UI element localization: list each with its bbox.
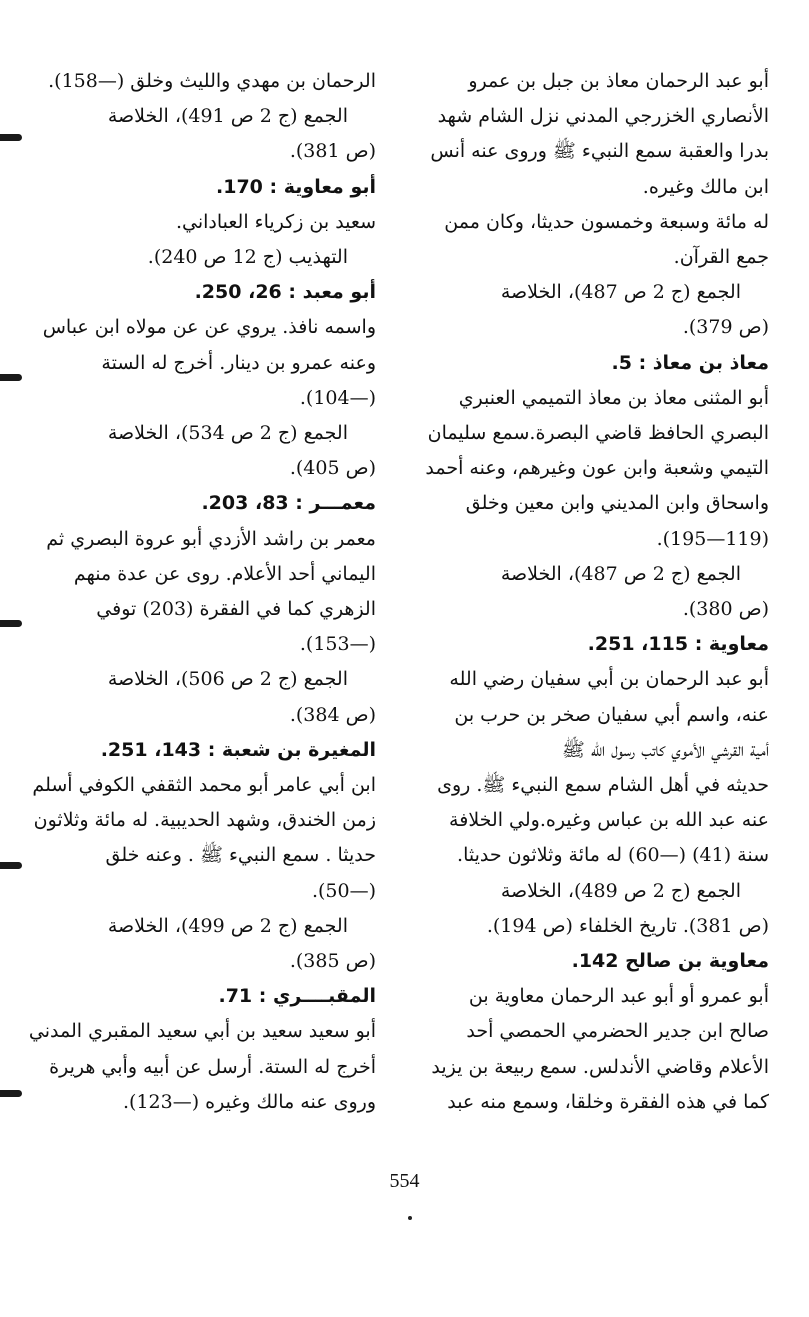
reference-line: الجمع (ج 2 ص 487)، الخلاصة [500, 281, 741, 304]
text-line: سنة (41) (—60) له مائة وثلاثون حديثا. [457, 844, 769, 867]
margin-ink-mark [0, 862, 22, 869]
entry-title: المغيرة بن شعبة : 143، 251. [100, 738, 376, 761]
text-line: جمع القرآن. [673, 246, 769, 269]
text-line: سعيد بن زكرياء العباداني. [175, 210, 376, 233]
text-line: معمر بن راشد الأزدي أبو عروة البصري ثم [46, 527, 376, 550]
margin-ink-mark [0, 1090, 22, 1097]
text-line: أبو سعيد سعيد بن أبي سعيد المقبري المدني [28, 1020, 376, 1043]
text-line: وروى عنه مالك وغيره (—123). [123, 1090, 376, 1113]
page-number: 554 [389, 1170, 420, 1192]
text-line: (ص 380). [682, 598, 769, 621]
text-line: (—104). [299, 386, 376, 409]
text-line: البصري الحافظ قاضي البصرة.سمع سليمان [427, 422, 769, 445]
text-line: (ص 384). [289, 703, 376, 726]
text-line: له مائة وسبعة وخمسون حديثا، وكان ممن [444, 210, 769, 233]
text-line: ابن مالك وغيره. [642, 175, 769, 198]
entry-title: معاوية : 115، 251. [587, 633, 769, 656]
left-column [16, 64, 376, 1120]
reference-line: الجمع (ج 2 ص 534)، الخلاصة [107, 422, 348, 445]
text-line: (119—195). [656, 527, 769, 550]
entry-title: معاوية بن صالح 142. [571, 950, 769, 973]
reference-line: التهذيب (ج 12 ص 240). [147, 246, 348, 269]
text-line: واسحاق وابن المديني وابن معين وخلق [465, 492, 769, 515]
text-line: عنه عبد الله بن عباس وغيره.ولي الخلافة [449, 809, 769, 832]
entry-title: معاذ بن معاذ : 5. [611, 351, 769, 374]
text-line: الأنصاري الخزرجي المدني نزل الشام شهد [437, 105, 769, 128]
entry-title: أبو معاوية : 170. [216, 175, 376, 198]
text-line: اليماني أحد الأعلام. روى عن عدة منهم [73, 562, 376, 585]
text-line: زمن الخندق، وشهد الحديبية. له مائة وثلاثون [33, 809, 376, 832]
text-line: الزهري كما في الفقرة (203) توفي [96, 598, 376, 621]
text-line: (ص 379). [682, 316, 769, 339]
reference-line: الجمع (ج 2 ص 487)، الخلاصة [500, 562, 741, 585]
reference-line: الجمع (ج 2 ص 499)، الخلاصة [107, 914, 348, 937]
text-line: أبو المثنى معاذ بن معاذ التميمي العنبري [458, 386, 769, 409]
margin-ink-mark [0, 620, 22, 627]
reference-line: الجمع (ج 2 ص 491)، الخلاصة [107, 105, 348, 128]
margin-ink-mark [0, 134, 22, 141]
reference-line: الجمع (ج 2 ص 489)، الخلاصة [500, 879, 741, 902]
text-line: واسمه نافذ. يروي عن عن مولاه ابن عباس [42, 316, 376, 339]
text-line: ابن أبي عامر أبو محمد الثقفي الكوفي أسلم [32, 774, 376, 797]
entry-title: معمـــر : 83، 203. [201, 492, 376, 515]
text-line: التيمي وشعبة وابن عون وغيرهم، وعنه أحمد [425, 457, 769, 480]
text-line: حديثا . سمع النبيء ﷺ . وعنه خلق [105, 844, 376, 867]
text-line: صالح ابن جدير الحضرمي الحمصي أحد [466, 1020, 769, 1043]
text-line: أبو عمرو أو أبو عبد الرحمان معاوية بن [468, 985, 769, 1008]
text-line: عنه، واسم أبي سفيان صخر بن حرب بن [454, 703, 769, 726]
text-line: كما في هذه الفقرة وخلقا، وسمع منه عبد [447, 1090, 769, 1113]
text-line: (ص 381). تاريخ الخلفاء (ص 194). [486, 914, 769, 937]
margin-ink-mark [0, 374, 22, 381]
text-line: أخرج له الستة. أرسل عن أبيه وأبي هريرة [49, 1055, 376, 1078]
text-line: الأعلام وقاضي الأندلس. سمع ربيعة بن يزيد [431, 1055, 769, 1078]
entry-title: المقبــــري : 71. [218, 985, 376, 1008]
bottom-dot [408, 1216, 412, 1220]
text-line: (ص 405). [289, 457, 376, 480]
text-line: أبو عبد الرحمان بن أبي سفيان رضي الله [449, 668, 769, 691]
text-line: أبو عبد الرحمان معاذ بن جبل بن عمرو [468, 70, 769, 92]
text-line: أمية القرشي الأموي كاتب رسول الله ﷺ [561, 738, 769, 761]
reference-line: الجمع (ج 2 ص 506)، الخلاصة [107, 668, 348, 691]
text-line: الرحمان بن مهدي والليث وخلق (—158). [48, 70, 376, 92]
text-line: (ص 381). [289, 140, 376, 163]
text-line: حديثه في أهل الشام سمع النبيء ﷺ. روى [437, 774, 769, 797]
text-line: (—50). [311, 879, 376, 902]
entry-title: أبو معبد : 26، 250. [194, 281, 376, 304]
text-line: (—153). [299, 633, 376, 656]
text-line: وعنه عمرو بن دينار. أخرج له الستة [101, 351, 376, 374]
right-column [409, 64, 769, 1120]
text-line: (ص 385). [289, 950, 376, 973]
text-line: بدرا والعقبة سمع النبيء ﷺ وروى عنه أنس [430, 140, 769, 163]
